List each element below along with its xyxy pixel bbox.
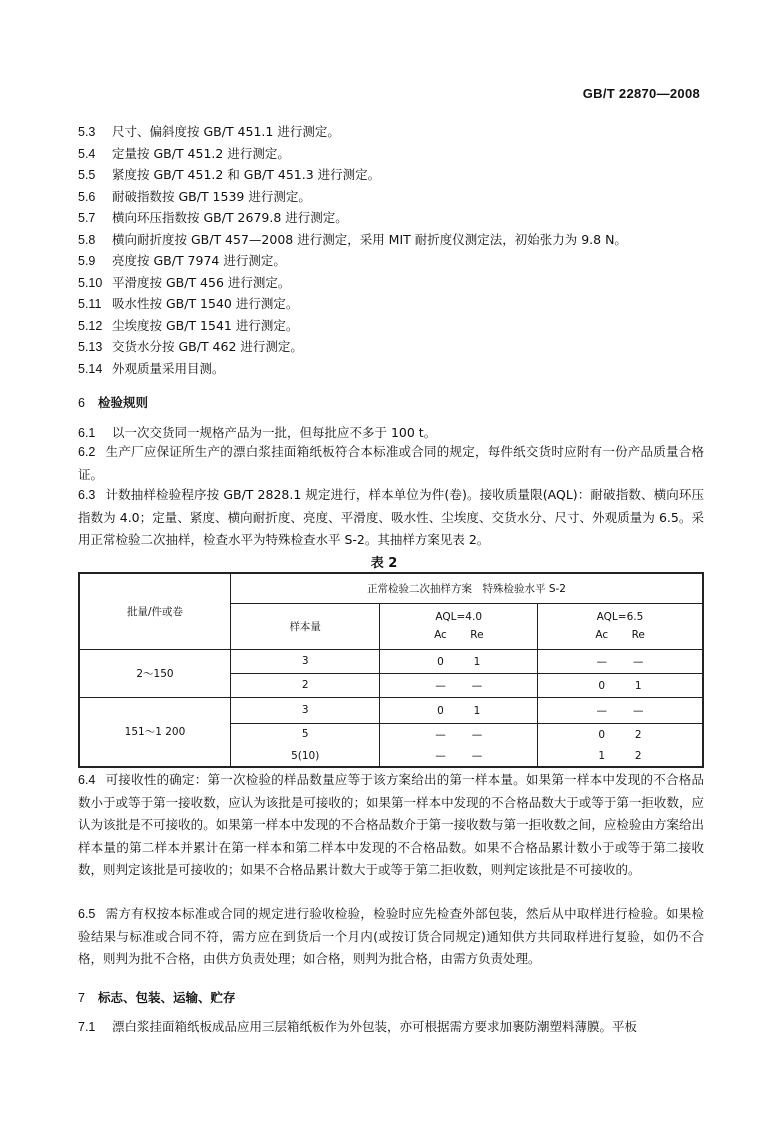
aql-4-label: AQL=4.0 [435,611,482,623]
clause-number: 5.5 [78,168,96,182]
clause-text: 生产厂应保证所生产的漂白浆挂面箱纸板符合本标准或合同的规定，每件纸交货时应附有一份产品质量合格证。 [78,444,704,482]
re-label: Re [631,629,645,641]
clause-5-5 [78,167,380,183]
clause-text: 尘埃度按 GB/T 1541 进行测定。 [112,318,299,333]
aql-6-5-label: AQL=6.5 [596,611,644,623]
ac-value: 0 [437,655,444,668]
sample-cell: 5(10) [230,745,379,767]
clause-text: 横向环压指数按 GB/T 2679.8 进行测定。 [112,210,348,225]
clause-6-3 [78,484,704,552]
clause-text: 吸水性按 GB/T 1540 进行测定。 [112,296,299,311]
section-7-heading [78,988,236,1006]
clause-5-11 [78,296,298,312]
clause-7-1 [78,1019,637,1035]
aql-6-5-cell [537,697,703,723]
clause-number: 5.10 [78,276,103,290]
ac-value: 0 [598,679,606,692]
clause-number: 5.6 [78,190,96,204]
clause-text: 外观质量采用目测。 [112,361,225,376]
section-title: 标志、包装、运输、贮存 [98,990,236,1005]
clause-number: 6.2 [78,445,96,459]
clause-text: 可接收性的确定：第一次检验的样品数量应等于该方案给出的第一样本量。如果第一样本中发现的不合格品数小于或等于第一接收数，应认为该批是可接收的；如果第一样本中发现的不合格品数大于或等于第一拒收数，应认为该批是不可接收的。如果第一样本中发现的不合格品数介于第一接收数与第一拒收数之间，应检验由方案给出样本量的第二样本并累计在第一样本和第二样本中发现的不合格品数。如果不合格品累计数小于或等于第二接收数，则判定该批是可接收的；如果不合格品累计数大于或等于第二拒收数，则判定该批是不可接收的。 [78,772,704,878]
clause-text: 尺寸、偏斜度按 GB/T 451.1 进行测定。 [112,124,340,139]
aql-4-cell [380,673,538,697]
aql-4-cell [380,723,538,745]
clause-number: 5.3 [78,125,96,139]
clause-number: 5.9 [78,254,96,268]
aql-6-5-cell [537,673,703,697]
re-value: — [471,750,483,762]
ac-value: — [435,679,446,692]
clause-text: 以一次交货同一规格产品为一批，但每批应不多于 100 t。 [112,425,437,440]
re-value: 1 [473,655,481,668]
ac-value: 1 [598,750,606,762]
ac-value: 0 [598,728,606,741]
clause-6-5 [78,903,704,971]
clause-6-1 [78,425,436,441]
clause-5-7 [78,210,348,226]
re-value: — [471,728,483,741]
clause-text: 耐破指数按 GB/T 1539 进行测定。 [112,189,311,204]
re-value: 1 [634,679,642,692]
sample-cell: 3 [230,649,379,673]
clause-5-12 [78,318,298,334]
clause-text: 计数抽样检验程序按 GB/T 2828.1 规定进行，样本单位为件(卷)。接收质量限(AQL)：耐破指数、横向环压指数为 4.0；定量、紧度、横向耐折度、亮度、平滑度、吸水性、尘埃度、交货水分、尺寸、外观质量为 6.5。采用正常检验二次抽样，检查水平为特殊检查水平 S-2。其抽样方案见表 2。 [78,487,704,548]
table-row [79,649,703,673]
clause-number: 6.5 [78,907,96,921]
sample-cell: 2 [230,673,379,697]
clause-5-6 [78,189,311,205]
re-value: — [632,655,644,668]
clause-text: 需方有权按本标准或合同的规定进行验收检验，检验时应先检查外部包装，然后从中取样进行检验。如果检验结果与标准或合同不符，需方应在到货后一个月内(或按订货合同规定)通知供方共同取样进行复验，如仍不合格，则判为批不合格，由供方负责处理；如合格，则判为批合格，由需方负责处理。 [78,906,704,967]
re-label: Re [470,629,484,641]
batch-cell: 2～150 [79,649,230,697]
ac-value: — [435,750,446,762]
clause-5-4 [78,146,290,162]
clause-5-9 [78,253,286,269]
ac-value: — [435,728,446,741]
aql-6-5-cell [537,723,703,745]
clause-text: 横向耐折度按 GB/T 457—2008 进行测定，采用 MIT 耐折度仪测定法，初始张力为 9.8 N。 [112,232,627,247]
clause-5-13 [78,339,303,355]
clause-number: 5.14 [78,362,103,376]
col-header-batch: 批量/件或卷 [79,573,230,649]
ac-value: — [596,704,607,717]
clause-number: 5.11 [78,297,102,311]
clause-6-2 [78,441,704,486]
clause-text: 交货水分按 GB/T 462 进行测定。 [112,339,303,354]
sample-cell: 5 [230,723,379,745]
clause-number: 5.7 [78,211,96,225]
section-number: 7 [78,991,85,1005]
col-header-aql-4 [380,603,538,649]
re-value: — [471,679,483,692]
clause-text: 漂白浆挂面箱纸板成品应用三层箱纸板作为外包装，亦可根据需方要求加裹防潮塑料薄膜。平板 [112,1019,638,1034]
clause-number: 7.1 [78,1020,96,1034]
section-title: 检验规则 [98,395,149,410]
clause-text: 亮度按 GB/T 7974 进行测定。 [112,253,286,268]
clause-number: 5.13 [78,340,103,354]
clause-number: 6.3 [78,488,96,502]
section-6-heading [78,393,148,411]
clause-number: 5.4 [78,147,96,161]
aql-6-5-cell [537,745,703,767]
clause-text: 紧度按 GB/T 451.2 和 GB/T 451.3 进行测定。 [112,167,381,182]
re-value: — [632,704,644,717]
table-title: 表 2 [370,556,398,571]
clause-6-4 [78,769,704,882]
clause-number: 5.12 [78,319,103,333]
sampling-plan-table [78,572,704,768]
standard-number: GB/T 22870—2008 [582,86,700,101]
clause-5-10 [78,275,290,291]
col-header-sample: 样本量 [230,603,379,649]
aql-4-cell [380,697,538,723]
aql-4-cell [380,745,538,767]
clause-text: 定量按 GB/T 451.2 进行测定。 [112,146,290,161]
aql-4-cell [380,649,538,673]
col-header-aql-6-5 [537,603,703,649]
clause-number: 5.8 [78,233,96,247]
section-number: 6 [78,396,85,410]
re-value: 2 [634,750,642,762]
clause-5-14 [78,361,225,377]
clause-5-8 [78,232,627,248]
batch-cell: 151～1 200 [79,697,230,767]
table-row [79,697,703,723]
ac-value: — [596,655,607,668]
clause-number: 6.4 [78,773,96,787]
sample-cell: 3 [230,697,379,723]
clause-text: 平滑度按 GB/T 456 进行测定。 [112,275,291,290]
ac-label: Ac [434,629,447,641]
aql-6-5-cell [537,649,703,673]
re-value: 2 [634,728,642,741]
re-value: 1 [473,704,481,717]
clause-5-3 [78,124,340,140]
ac-value: 0 [437,704,444,717]
col-header-plan: 正常检验二次抽样方案 特殊检验水平 S-2 [230,573,703,603]
ac-label: Ac [595,629,609,641]
clause-number: 6.1 [78,426,96,440]
